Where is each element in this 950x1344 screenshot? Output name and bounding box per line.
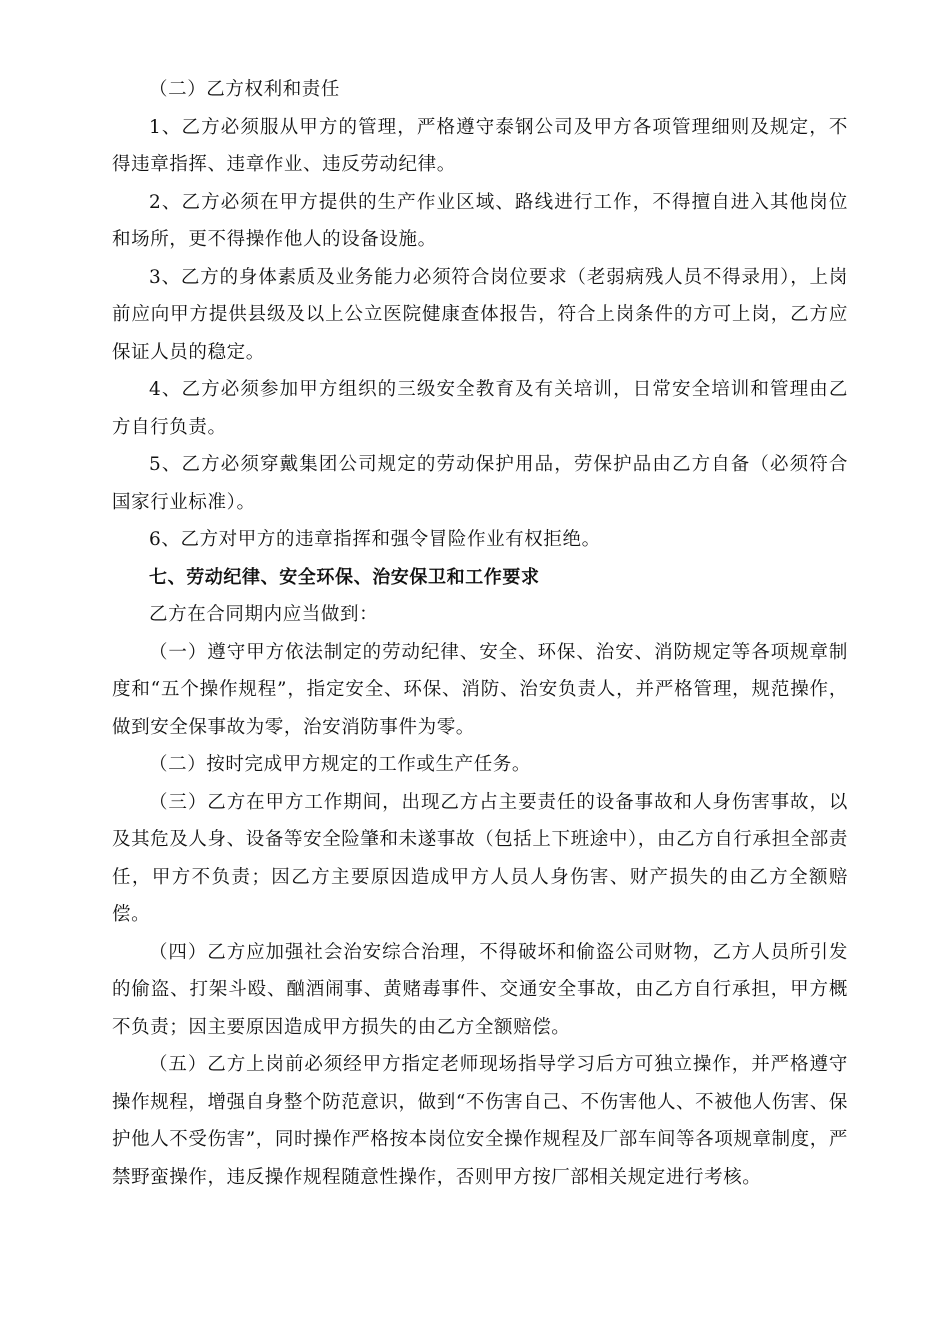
document-body	[112, 71, 848, 1196]
clause-paragraph: 4、乙方必须参加甲方组织的三级安全教育及有关培训，日常安全培训和管理由乙方自行负责。	[112, 379, 848, 438]
section-heading: 七、劳动纪律、安全环保、治安保卫和工作要求	[149, 566, 540, 588]
clause-paragraph: （三）乙方在甲方工作期间，出现乙方占主要责任的设备事故和人身伤害事故，以及其危及人身、设备等安全险肇和未遂事故（包括上下班途中），由乙方自行承担全部责任，甲方不负责；因乙方主要原因造成甲方人员人身伤害、财产损失的由乙方全额赔偿。	[112, 791, 848, 925]
clause-paragraph: 2、乙方必须在甲方提供的生产作业区域、路线进行工作，不得擅自进入其他岗位和场所，更不得操作他人的设备设施。	[112, 191, 848, 250]
clause-paragraph: 6、乙方对甲方的违章指挥和强令冒险作业有权拒绝。	[149, 529, 601, 550]
clause-paragraph: 3、乙方的身体素质及业务能力必须符合岗位要求（老弱病残人员不得录用），上岗前应向甲方提供县级及以上公立医院健康查体报告，符合上岗条件的方可上岗，乙方应保证人员的稳定。	[112, 266, 848, 363]
clause-paragraph: （四）乙方应加强社会治安综合治理，不得破坏和偷盗公司财物，乙方人员所引发的偷盗、打架斗殴、酗酒闹事、黄赌毒事件、交通安全事故，由乙方自行承担，甲方概不负责；因主要原因造成甲方损失的由乙方全额赔偿。	[112, 941, 848, 1038]
clause-paragraph: 5、乙方必须穿戴集团公司规定的劳动保护用品，劳保护品由乙方自备（必须符合国家行业标准）。	[112, 454, 848, 513]
clause-paragraph: （五）乙方上岗前必须经甲方指定老师现场指导学习后方可独立操作，并严格遵守操作规程，增强自身整个防范意识，做到“不伤害自己、不伤害他人、不被他人伤害、保护他人不受伤害”，同时操作严格按本岗位安全操作规程及厂部车间等各项规章制度，严禁野蛮操作，违反操作规程随意性操作，否则甲方按厂部相关规定进行考核。	[112, 1054, 848, 1188]
clause-paragraph: 乙方在合同期内应当做到：	[149, 604, 379, 625]
clause-paragraph: 1、乙方必须服从甲方的管理，严格遵守泰钢公司及甲方各项管理细则及规定，不得违章指挥、违章作业、违反劳动纪律。	[112, 116, 848, 175]
clause-paragraph: （二）按时完成甲方规定的工作或生产任务。	[149, 754, 532, 775]
clause-paragraph: （一）遵守甲方依法制定的劳动纪律、安全、环保、治安、消防规定等各项规章制度和“五个操作规程”，指定安全、环保、消防、治安负责人，并严格管理，规范操作，做到安全保事故为零，治安消防事件为零。	[112, 641, 848, 738]
section-subheading: （二）乙方权利和责任	[149, 79, 341, 100]
